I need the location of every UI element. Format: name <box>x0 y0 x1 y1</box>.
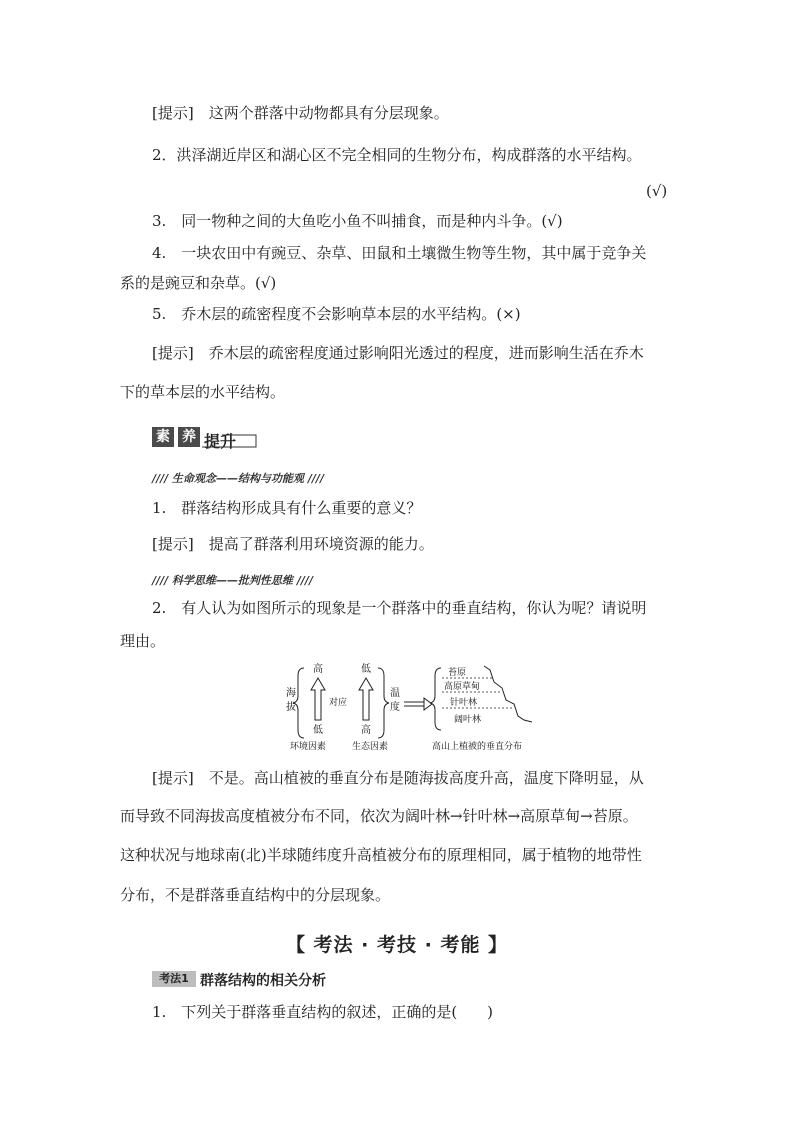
fig-zone-1: 苔原 <box>448 668 467 678</box>
fig-zone-2: 高原草甸 <box>444 682 481 692</box>
answer-1: [提示] 提高了群落利用环境资源的能力。 <box>152 535 434 553</box>
fig-corresponds: 对应 <box>329 698 348 708</box>
fig-zone-4: 阔叶林 <box>454 715 482 725</box>
section-badge <box>152 427 258 451</box>
badge-tail: 提升 <box>204 432 237 451</box>
fig-caption-eco: 生态因素 <box>352 742 389 752</box>
kaofa-title: 群落结构的相关分析 <box>200 973 326 989</box>
subsection-label-2 <box>152 572 313 588</box>
question-2-line-1: 2. 有人认为如图所示的现象是一个群落中的垂直结构，你认为呢？请说明 <box>152 599 647 617</box>
badge-char-1: 素 <box>152 427 174 447</box>
badge-char-2: 养 <box>178 427 200 447</box>
decor-slash-left-2: //// <box>152 574 169 587</box>
hint-paragraph-5-line-2: 下的草本层的水平结构。 <box>120 383 286 401</box>
statement-2: 2．洪泽湖近岸区和湖心区不完全相同的生物分布，构成群落的水平结构。 <box>152 146 642 164</box>
fig-left-high: 高 <box>313 664 323 675</box>
fig-caption-env: 环境因素 <box>290 742 327 752</box>
decor-slash-right: //// <box>307 472 324 485</box>
statement-2-mark: (√) <box>646 182 668 200</box>
fig-left-axis-char-1: 海 <box>286 688 296 699</box>
fig-left-axis-char-2: 拔 <box>286 702 296 713</box>
hint-paragraph-1: [提示] 这两个群落中动物都具有分层现象。 <box>152 104 449 122</box>
subsection-label-1 <box>152 470 324 486</box>
subsection-label-2-text: 科学思维——批判性思维 <box>171 574 293 587</box>
decor-slash-right-2: //// <box>296 574 313 587</box>
hint-paragraph-5-line-1: [提示] 乔木层的疏密程度通过影响阳光透过的程度，进而影响生活在乔木 <box>152 344 644 362</box>
question-1: 1. 群落结构形成具有什么重要的意义？ <box>152 499 422 517</box>
fig-zone-3: 针叶林 <box>450 698 478 708</box>
fig-right-high: 高 <box>361 725 371 736</box>
answer-2-line-1: [提示] 不是。高山植被的垂直分布是随海拔高度升高，温度下降明显，从 <box>152 769 644 787</box>
answer-2-line-2: 而导致不同海拔高度植被分布不同，依次为阔叶林→针叶林→高原草甸→苔原。 <box>120 807 638 825</box>
figure-vegetation-distribution <box>284 660 554 755</box>
question-final: 1. 下列关于群落垂直结构的叙述，正确的是( ) <box>152 1003 494 1021</box>
fig-left-low: 低 <box>313 725 323 736</box>
fig-right-axis-char-2: 度 <box>390 702 400 713</box>
decor-slash-left: //// <box>152 472 169 485</box>
statement-4-line-2: 系的是豌豆和杂草。(√) <box>120 274 277 292</box>
answer-2-line-4: 分布，不是群落垂直结构中的分层现象。 <box>120 886 391 904</box>
kaofa-tag: 考法1 <box>152 971 196 987</box>
statement-5: 5. 乔木层的疏密程度不会影响草本层的水平结构。(×) <box>152 305 521 323</box>
statement-4-line-1: 4. 一块农田中有豌豆、杂草、田鼠和土壤微生物等生物，其中属于竞争关 <box>152 244 647 262</box>
answer-2-line-3: 这种状况与地球南(北)半球随纬度升高植被分布的原理相同，属于植物的地带性 <box>120 846 642 864</box>
fig-right-low: 低 <box>361 664 371 675</box>
statement-3: 3. 同一物种之间的大鱼吃小鱼不叫捕食，而是种内斗争。(√) <box>152 212 563 230</box>
fig-right-axis-char-1: 温 <box>390 688 400 699</box>
fig-caption-mountain: 高山上植被的垂直分布 <box>432 742 523 752</box>
subsection-label-1-text: 生命观念——结构与功能观 <box>171 472 304 485</box>
question-2-line-2: 理由。 <box>120 632 166 650</box>
badge-frame <box>152 427 258 451</box>
section-heading: 【 考法 · 考技 · 考能 】 <box>285 934 509 956</box>
